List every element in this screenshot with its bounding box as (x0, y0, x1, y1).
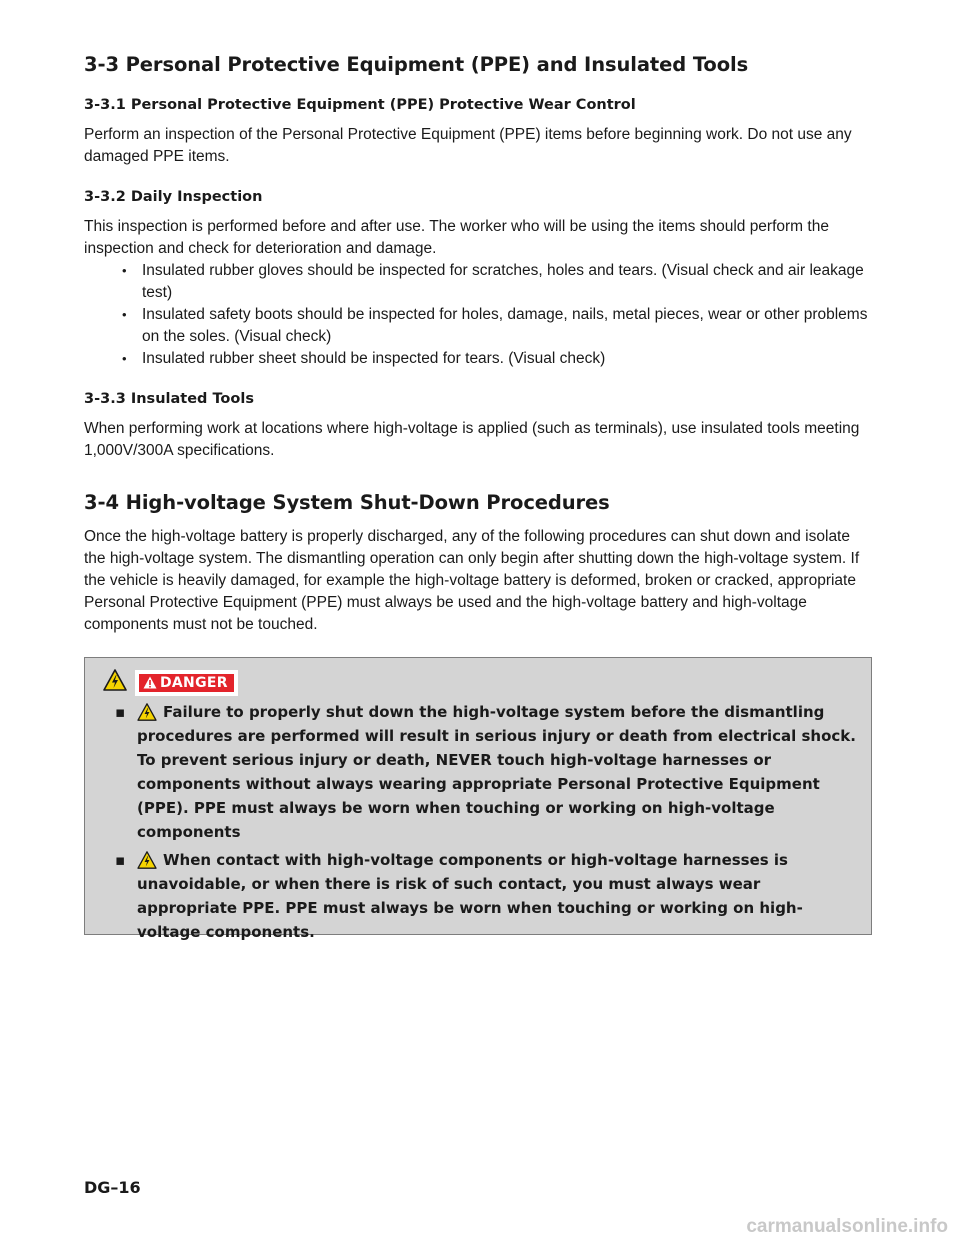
alert-icon (143, 676, 157, 689)
subsection-text-3-3-1: Perform an inspection of the Personal Protective Equipment (PPE) items before beginning work. Do not use any damaged PPE items. (84, 126, 852, 165)
danger-label: DANGER (160, 674, 228, 691)
danger-badge (135, 670, 238, 696)
danger-callout (84, 657, 872, 941)
watermark: carmanualsonline.info (746, 1216, 948, 1237)
subsection-title-3-3-3: 3-3.3 Insulated Tools (84, 391, 254, 407)
list-item: • Insulated safety boots should be inspected for holes, damage, nails, metal pieces, wear or other problems on the soles. (Visual check) (120, 304, 874, 348)
danger-item-text: When contact with high-voltage components or high-voltage harnesses is unavoidable, or when there is risk of such contact, you must always wear appropriate PPE. PPE must always be worn when touching or working on high-voltage components. (137, 851, 803, 941)
subsection-text-3-3-2: This inspection is performed before and after use. The worker who will be using the items should perform the inspection and check for deterioration and damage. (84, 218, 829, 257)
list-item: ▪ Failure to properly shut down the high-voltage system before the dismantling procedures are performed will result in serious injury or death from electrical shock. To prevent serious injury or death, NEVER touch high-voltage harnesses or components without always wearing appropriate Personal Protective Equipment (PPE). PPE must always be worn when touching or working on high-voltage components (115, 703, 856, 841)
danger-item-text: Failure to properly shut down the high-voltage system before the dismantling procedures are performed will result in serious injury or death from electrical shock. To prevent serious injury or death, NEVER touch high-voltage harnesses or components without always wearing appropriate Personal Protective Equipment (PPE). PPE must always be worn when touching or working on high-voltage components (137, 703, 856, 841)
high-voltage-warning-icon (137, 703, 157, 721)
inspection-list (84, 260, 874, 370)
subsection-title-3-3-2: 3-3.2 Daily Inspection (84, 189, 263, 205)
list-item: • Insulated rubber sheet should be inspected for tears. (Visual check) (120, 348, 874, 370)
high-voltage-warning-icon (137, 851, 157, 869)
section-text-3-4: Once the high-voltage battery is properly discharged, any of the following procedures can shut down and isolate the high-voltage system. The dismantling operation can only begin after shutting down the high-voltage system. If the vehicle is heavily damaged, for example the high-voltage battery is deformed, broken or cracked, appropriate Personal Protective Equipment (PPE) must always be used and the high-voltage battery and high-voltage components must not be touched. (84, 528, 860, 633)
section-title-3-3: 3-3 Personal Protective Equipment (PPE) and Insulated Tools (84, 53, 749, 76)
page-number: DG–16 (84, 1178, 141, 1197)
list-item: • Insulated rubber gloves should be inspected for scratches, holes and tears. (Visual check and air leakage test) (120, 260, 874, 304)
subsection-title-3-3-1: 3-3.1 Personal Protective Equipment (PPE) Protective Wear Control (84, 97, 636, 113)
danger-header (103, 669, 238, 696)
list-item: ▪ When contact with high-voltage components or high-voltage harnesses is unavoidable, or when there is risk of such contact, you must always wear appropriate PPE. PPE must always be worn when touching or working on high-voltage components. (115, 851, 803, 941)
section-title-3-4: 3-4 High-voltage System Shut-Down Procedures (84, 491, 610, 514)
document-page (84, 50, 874, 636)
danger-list (111, 700, 861, 948)
high-voltage-warning-icon (103, 669, 127, 696)
subsection-text-3-3-3: When performing work at locations where high-voltage is applied (such as terminals), use insulated tools meeting 1,000V/300A specifications. (84, 420, 860, 459)
